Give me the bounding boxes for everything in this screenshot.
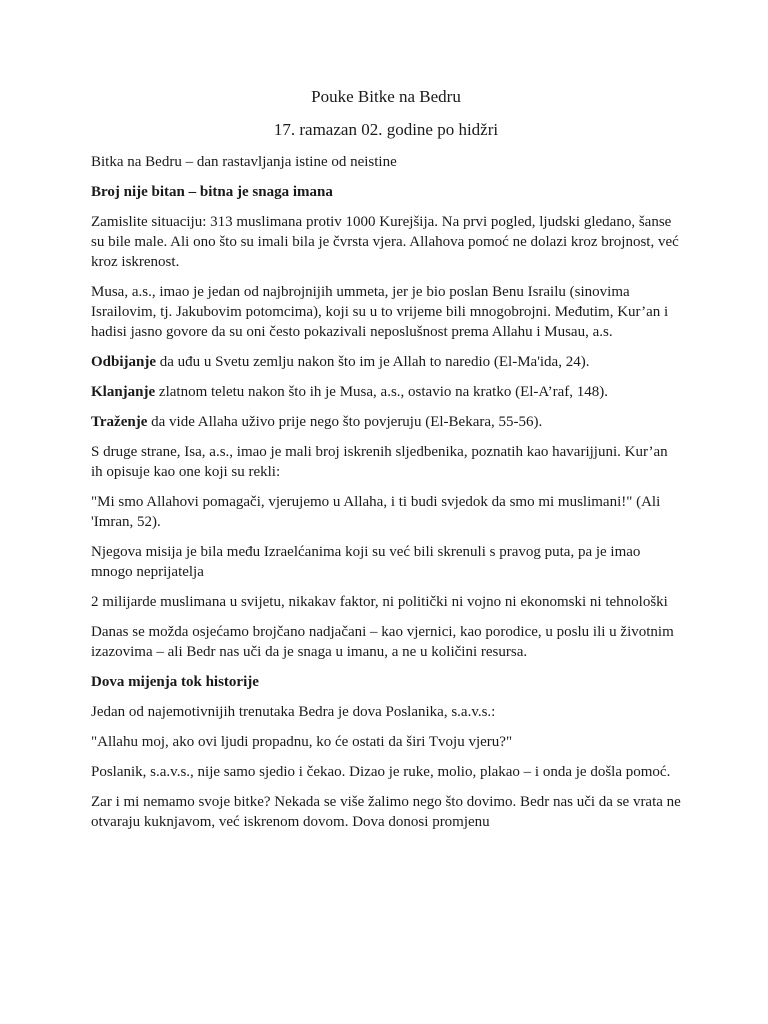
list-item-text: zlatnom teletu nakon što ih je Musa, a.s., ostavio na kratko (El-A’raf, 148). xyxy=(155,384,608,400)
section-heading-2: Dova mijenja tok historije xyxy=(91,674,259,690)
paragraph-5: Njegova misija je bila među Izraelćanima koji su već bili skrenuli s pravog puta, pa je imao mnogo neprijatelja xyxy=(91,544,641,580)
document-page xyxy=(91,85,681,842)
list-item-text: da uđu u Svetu zemlju nakon što im je Allah to naredio (El-Ma'ida, 24). xyxy=(156,354,590,370)
list-item-text: da vide Allaha uživo prije nego što povjeruju (El-Bekara, 55-56). xyxy=(147,414,543,430)
paragraph-9-quote: "Allahu moj, ako ovi ljudi propadnu, ko će ostati da širi Tvoju vjeru?" xyxy=(91,734,513,750)
paragraph-11: Zar i mi nemamo svoje bitke? Nekada se više žalimo nego što dovimo. Bedr nas uči da se vrata ne otvaraju kuknjavom, već iskrenom dovom. Dova donosi promjenu xyxy=(91,794,681,830)
paragraph-1: Zamislite situaciju: 313 muslimana protiv 1000 Kurejšija. Na prvi pogled, ljudski gledano, šanse su bile male. Ali ono što su imali bila je čvrsta vjera. Allahova pomoć ne dolazi kroz brojnost, već kroz iskrenost. xyxy=(91,214,679,270)
document-title: Pouke Bitke na Bedru xyxy=(311,87,461,106)
list-item-trazenje xyxy=(91,412,681,432)
list-item-klanjanje xyxy=(91,382,681,402)
list-item-odbijanje xyxy=(91,352,681,372)
paragraph-6: 2 milijarde muslimana u svijetu, nikakav faktor, ni politički ni vojno ni ekonomski ni tehnološki xyxy=(91,594,668,610)
paragraph-10: Poslanik, s.a.v.s., nije samo sjedio i čekao. Dizao je ruke, molio, plakao – i onda je došla pomoć. xyxy=(91,764,671,780)
paragraph-8: Jedan od najemotivnijih trenutaka Bedra je dova Poslanika, s.a.v.s.: xyxy=(91,704,496,720)
document-subtitle: 17. ramazan 02. godine po hidžri xyxy=(273,120,499,139)
paragraph-2: Musa, a.s., imao je jedan od najbrojnijih ummeta, jer je bio poslan Benu Israilu (sinovima Israilovim, tj. Jakubovim potomcima), koji su u to vrijeme bili mnogobrojni. Međutim, Kur’an i hadisi jasno govore da su oni često pokazivali neposlušnost prema Allahu i Musau, a.s. xyxy=(91,284,669,340)
list-item-bold: Traženje xyxy=(91,414,148,430)
paragraph-7: Danas se možda osjećamo brojčano nadjačani – kao vjernici, kao porodice, u poslu ili u životnim izazovima – ali Bedr nas uči da je snaga u imanu, a ne u količini resursa. xyxy=(91,624,674,660)
paragraph-3: S druge strane, Isa, a.s., imao je mali broj iskrenih sljedbenika, poznatih kao havarijjuni. Kur’an ih opisuje kao one koji su rekli: xyxy=(91,444,668,480)
section-heading-1: Broj nije bitan – bitna je snaga imana xyxy=(91,184,333,200)
list-item-bold: Klanjanje xyxy=(91,384,156,400)
intro-paragraph: Bitka na Bedru – dan rastavljanja istine od neistine xyxy=(91,154,397,170)
list-item-bold: Odbijanje xyxy=(91,354,157,370)
paragraph-4-quote: "Mi smo Allahovi pomagači, vjerujemo u Allaha, i ti budi svjedok da smo mi muslimani!" (Ali 'Imran, 52). xyxy=(91,494,661,530)
